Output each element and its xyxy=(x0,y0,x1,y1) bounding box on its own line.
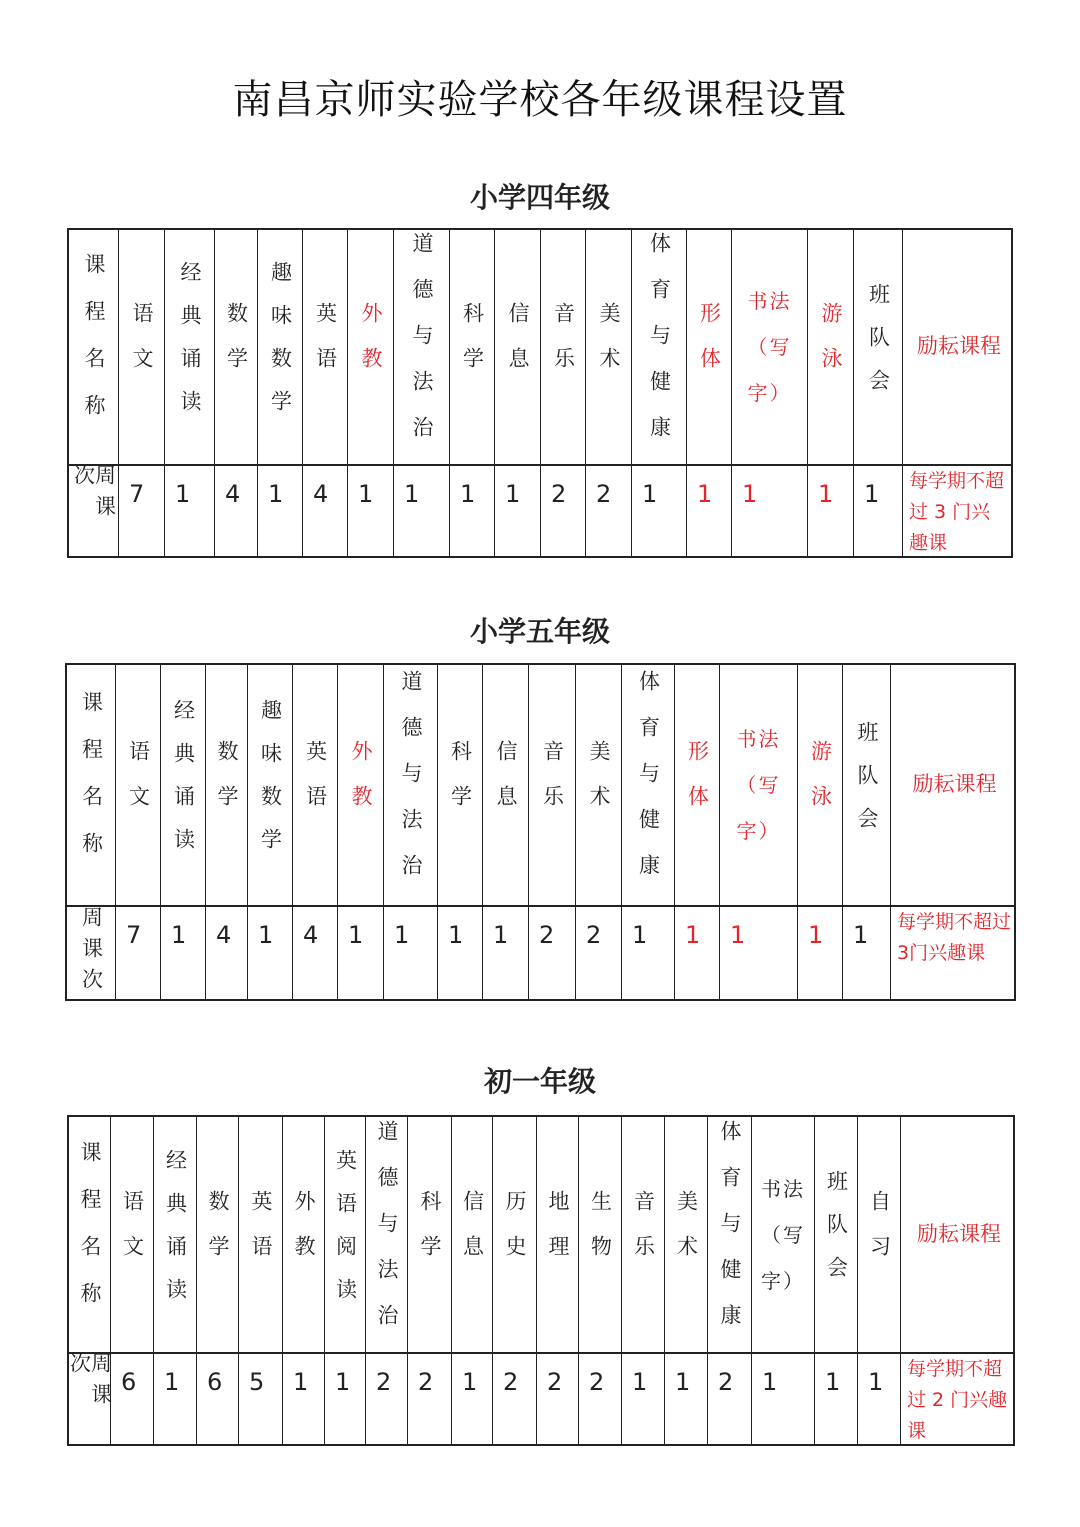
course-name: 体育与健康 xyxy=(636,670,661,900)
weekly-count-cell xyxy=(576,905,622,999)
course-name-cell xyxy=(579,1117,622,1352)
course-name-cell xyxy=(215,230,258,464)
course-name: 历史 xyxy=(503,1189,527,1280)
weekly-count: 2 xyxy=(539,921,555,949)
course-name-cell xyxy=(903,230,1015,464)
weekly-count: 1 xyxy=(293,1368,309,1396)
course-name-cell xyxy=(116,665,161,905)
weekly-count: 1 xyxy=(697,480,713,508)
course-name-cell xyxy=(452,1117,493,1352)
course-name: 科学 xyxy=(460,302,485,392)
weekly-count-cell xyxy=(408,1352,452,1444)
weekly-count: 2 xyxy=(551,480,567,508)
weekly-count: 1 xyxy=(632,921,648,949)
weekly-count-cell xyxy=(366,1352,408,1444)
course-name-cell xyxy=(858,1117,901,1352)
course-name-cell xyxy=(450,230,495,464)
weekly-count: 1 xyxy=(868,1368,884,1396)
weekly-count-cell xyxy=(116,905,161,999)
enrichment-note: 每学期不超过 2 门兴趣课 xyxy=(907,1358,1008,1442)
course-name-cell xyxy=(248,665,293,905)
course-name-cell xyxy=(283,1117,325,1352)
weekly-count: 1 xyxy=(864,480,880,508)
course-name: 英语阅读 xyxy=(333,1148,358,1321)
weekly-count-cell xyxy=(165,464,215,556)
course-table xyxy=(67,228,1013,558)
weekly-count-cell xyxy=(303,464,348,556)
course-name: 信息 xyxy=(494,740,518,830)
course-name: 美术 xyxy=(597,302,621,392)
course-name-cell xyxy=(586,230,632,464)
enrichment-note: 每学期不超过 3 门兴趣课 xyxy=(909,470,1005,554)
weekly-count-cell xyxy=(586,464,632,556)
course-name-cell xyxy=(483,665,529,905)
weekly-count: 1 xyxy=(171,921,187,949)
weekly-count-cell xyxy=(854,464,903,556)
weekly-count-cell xyxy=(903,464,1015,556)
weekly-count: 1 xyxy=(335,1368,351,1396)
weekly-count-cell xyxy=(239,1352,283,1444)
course-name-cell xyxy=(258,230,303,464)
course-name: 班队会 xyxy=(866,282,891,412)
weekly-count-cell xyxy=(154,1352,197,1444)
weekly-count-cell xyxy=(215,464,258,556)
weekly-count: 6 xyxy=(121,1368,137,1396)
course-name-cell xyxy=(665,1117,708,1352)
course-name-cell xyxy=(493,1117,537,1352)
page-title: 南昌京师实验学校各年级课程设置 xyxy=(232,77,848,123)
course-name: 美术 xyxy=(674,1189,699,1280)
course-name-cell xyxy=(843,665,891,905)
weekly-count: 5 xyxy=(249,1368,265,1396)
value-row-label: 周课次 xyxy=(67,1352,113,1414)
course-name: 励耘课程 xyxy=(912,772,997,797)
course-name: 经典诵读 xyxy=(171,699,196,871)
weekly-count-cell xyxy=(206,905,248,999)
course-name-cell xyxy=(394,230,450,464)
weekly-count: 1 xyxy=(730,921,746,949)
course-name: 书法（写字） xyxy=(747,289,792,405)
weekly-count: 4 xyxy=(225,480,241,508)
weekly-count-cell xyxy=(438,905,483,999)
course-name-cell xyxy=(541,230,586,464)
weekly-count-cell xyxy=(622,905,675,999)
weekly-count-cell xyxy=(483,905,529,999)
course-name: 书法（写字） xyxy=(761,1176,805,1293)
course-name: 形体 xyxy=(685,740,710,830)
weekly-count-cell xyxy=(708,1352,752,1444)
course-name: 励耘课程 xyxy=(917,1221,1001,1246)
course-name: 形体 xyxy=(697,302,722,392)
course-name: 道德与法治 xyxy=(375,1119,399,1350)
weekly-count: 1 xyxy=(505,480,521,508)
course-name-cell xyxy=(708,1117,752,1352)
course-name: 外教 xyxy=(292,1189,316,1280)
course-name-cell xyxy=(154,1117,197,1352)
weekly-count: 1 xyxy=(825,1368,841,1396)
course-name: 励耘课程 xyxy=(917,334,1001,359)
section-title: 初一年级 xyxy=(483,1065,596,1098)
course-name: 地理 xyxy=(546,1189,570,1280)
course-name-cell xyxy=(303,230,348,464)
weekly-count-cell xyxy=(752,1352,815,1444)
weekly-count: 2 xyxy=(418,1368,434,1396)
weekly-count-cell xyxy=(348,464,394,556)
weekly-count-cell xyxy=(493,1352,537,1444)
course-name-cell xyxy=(325,1117,366,1352)
weekly-count: 4 xyxy=(303,921,319,949)
weekly-count: 2 xyxy=(586,921,602,949)
course-table xyxy=(65,663,1016,1001)
course-name-cell xyxy=(752,1117,815,1352)
course-name: 外教 xyxy=(349,740,373,830)
weekly-count-cell xyxy=(732,464,808,556)
course-name-cell xyxy=(537,1117,579,1352)
row-label-cell xyxy=(69,230,119,464)
course-name: 班队会 xyxy=(855,720,879,850)
weekly-count-cell xyxy=(293,905,338,999)
weekly-count: 2 xyxy=(547,1368,563,1396)
weekly-count-cell xyxy=(338,905,384,999)
weekly-count: 1 xyxy=(462,1368,478,1396)
weekly-count-cell xyxy=(384,905,438,999)
weekly-count-cell xyxy=(858,1352,901,1444)
course-name: 信息 xyxy=(506,302,530,392)
course-name: 语文 xyxy=(126,740,151,830)
weekly-count: 1 xyxy=(742,480,758,508)
weekly-count: 2 xyxy=(589,1368,605,1396)
course-name-cell xyxy=(239,1117,283,1352)
header-row xyxy=(69,1117,1013,1354)
course-name-cell xyxy=(720,665,798,905)
course-name-cell xyxy=(622,665,675,905)
weekly-count: 2 xyxy=(376,1368,392,1396)
row-label-cell xyxy=(69,464,119,556)
course-name-cell xyxy=(348,230,394,464)
course-name: 科学 xyxy=(418,1189,442,1280)
weekly-count-cell xyxy=(325,1352,366,1444)
course-table xyxy=(67,1115,1015,1446)
weekly-count: 1 xyxy=(460,480,476,508)
weekly-count: 2 xyxy=(596,480,612,508)
weekly-count: 1 xyxy=(808,921,824,949)
course-name: 英语 xyxy=(313,302,338,392)
course-name: 音乐 xyxy=(540,740,565,830)
weekly-count-cell xyxy=(119,464,165,556)
course-name-cell xyxy=(366,1117,408,1352)
enrichment-note: 每学期不超过3门兴趣课 xyxy=(897,911,1012,964)
weekly-count-cell xyxy=(815,1352,858,1444)
course-name: 数学 xyxy=(206,1189,230,1280)
course-name: 美术 xyxy=(587,740,611,830)
weekly-count: 1 xyxy=(685,921,701,949)
weekly-count-cell xyxy=(450,464,495,556)
course-name: 道德与法治 xyxy=(399,670,423,900)
weekly-count-cell xyxy=(537,1352,579,1444)
course-name: 体育与健康 xyxy=(647,232,672,462)
weekly-count: 1 xyxy=(632,1368,648,1396)
course-name-cell xyxy=(891,665,1018,905)
course-name-cell xyxy=(815,1117,858,1352)
weekly-count-cell xyxy=(843,905,891,999)
course-name-cell xyxy=(687,230,732,464)
weekly-count: 1 xyxy=(258,921,274,949)
course-name-cell xyxy=(206,665,248,905)
course-name: 语文 xyxy=(130,302,154,392)
weekly-count-cell xyxy=(452,1352,493,1444)
section-title: 小学四年级 xyxy=(469,181,610,214)
weekly-count-cell xyxy=(161,905,206,999)
weekly-count: 1 xyxy=(762,1368,778,1396)
weekly-count: 6 xyxy=(207,1368,223,1396)
weekly-count: 7 xyxy=(126,921,142,949)
weekly-count-cell xyxy=(579,1352,622,1444)
value-row-label: 周课次 xyxy=(79,905,104,999)
course-name-cell xyxy=(632,230,687,464)
course-name-cell xyxy=(798,665,843,905)
weekly-count-cell xyxy=(808,464,854,556)
weekly-count: 1 xyxy=(175,480,191,508)
weekly-count: 1 xyxy=(448,921,464,949)
course-name-cell xyxy=(529,665,576,905)
weekly-count-cell xyxy=(891,905,1018,999)
value-row xyxy=(67,905,1014,999)
weekly-count: 1 xyxy=(818,480,834,508)
weekly-count-cell xyxy=(248,905,293,999)
course-name: 外教 xyxy=(359,302,383,392)
course-name: 英语 xyxy=(303,740,328,830)
weekly-count: 1 xyxy=(404,480,420,508)
weekly-count-cell xyxy=(798,905,843,999)
course-name-cell xyxy=(197,1117,239,1352)
course-name: 音乐 xyxy=(631,1189,656,1280)
course-name: 体育与健康 xyxy=(718,1119,742,1350)
weekly-count: 4 xyxy=(216,921,232,949)
course-name: 趣味数学 xyxy=(258,699,283,871)
course-name-cell xyxy=(901,1117,1017,1352)
header-row xyxy=(67,665,1014,907)
course-name: 趣味数学 xyxy=(268,261,293,433)
weekly-count-cell xyxy=(394,464,450,556)
value-row xyxy=(69,464,1011,556)
weekly-count-cell xyxy=(687,464,732,556)
weekly-count: 1 xyxy=(642,480,658,508)
weekly-count: 1 xyxy=(164,1368,180,1396)
weekly-count: 1 xyxy=(394,921,410,949)
course-name-cell xyxy=(165,230,215,464)
course-name-cell xyxy=(338,665,384,905)
header-row-label: 课程名称 xyxy=(82,253,106,441)
weekly-count-cell xyxy=(258,464,303,556)
weekly-count-cell xyxy=(111,1352,154,1444)
course-name-cell xyxy=(408,1117,452,1352)
course-name: 经典诵读 xyxy=(178,261,202,433)
course-name-cell xyxy=(808,230,854,464)
course-name: 道德与法治 xyxy=(410,232,434,462)
course-name: 班队会 xyxy=(824,1170,849,1299)
weekly-count: 2 xyxy=(718,1368,734,1396)
weekly-count: 1 xyxy=(853,921,869,949)
weekly-count: 1 xyxy=(348,921,364,949)
row-label-cell xyxy=(67,905,116,999)
course-name: 科学 xyxy=(448,740,473,830)
course-name: 生物 xyxy=(588,1189,613,1280)
weekly-count-cell xyxy=(283,1352,325,1444)
weekly-count-cell xyxy=(632,464,687,556)
header-row xyxy=(69,230,1011,466)
weekly-count-cell xyxy=(541,464,586,556)
weekly-count-cell xyxy=(495,464,541,556)
section-title: 小学五年级 xyxy=(469,615,610,648)
course-name-cell xyxy=(293,665,338,905)
weekly-count: 1 xyxy=(358,480,374,508)
weekly-count: 2 xyxy=(503,1368,519,1396)
course-name-cell xyxy=(576,665,622,905)
weekly-count-cell xyxy=(901,1352,1017,1444)
course-name: 音乐 xyxy=(551,302,576,392)
course-name-cell xyxy=(438,665,483,905)
course-name-cell xyxy=(111,1117,154,1352)
weekly-count-cell xyxy=(197,1352,239,1444)
weekly-count: 4 xyxy=(313,480,329,508)
course-name-cell xyxy=(119,230,165,464)
value-row-label: 周课次 xyxy=(71,464,117,526)
weekly-count-cell xyxy=(622,1352,665,1444)
course-name: 游泳 xyxy=(808,740,833,830)
course-name: 游泳 xyxy=(819,302,843,392)
course-name: 书法（写字） xyxy=(736,727,781,843)
weekly-count: 7 xyxy=(129,480,145,508)
weekly-count-cell xyxy=(529,905,576,999)
row-label-cell xyxy=(67,665,116,905)
value-row xyxy=(69,1352,1013,1444)
row-label-cell xyxy=(69,1352,111,1444)
course-name: 自习 xyxy=(867,1189,892,1280)
course-name: 数学 xyxy=(224,302,249,392)
weekly-count-cell xyxy=(675,905,720,999)
row-label-cell xyxy=(69,1117,111,1352)
course-name: 数学 xyxy=(215,740,239,830)
course-name: 信息 xyxy=(460,1189,485,1280)
course-name: 语文 xyxy=(120,1189,145,1280)
course-name-cell xyxy=(384,665,438,905)
course-name: 英语 xyxy=(249,1189,273,1280)
course-name-cell xyxy=(732,230,808,464)
course-name-cell xyxy=(622,1117,665,1352)
weekly-count: 1 xyxy=(675,1368,691,1396)
course-name-cell xyxy=(854,230,903,464)
course-name-cell xyxy=(161,665,206,905)
weekly-count-cell xyxy=(665,1352,708,1444)
course-name-cell xyxy=(675,665,720,905)
weekly-count: 1 xyxy=(493,921,509,949)
course-name: 经典诵读 xyxy=(163,1148,188,1321)
weekly-count: 1 xyxy=(268,480,284,508)
course-name-cell xyxy=(495,230,541,464)
header-row-label: 课程名称 xyxy=(78,1140,102,1329)
weekly-count-cell xyxy=(720,905,798,999)
header-row-label: 课程名称 xyxy=(79,691,104,879)
